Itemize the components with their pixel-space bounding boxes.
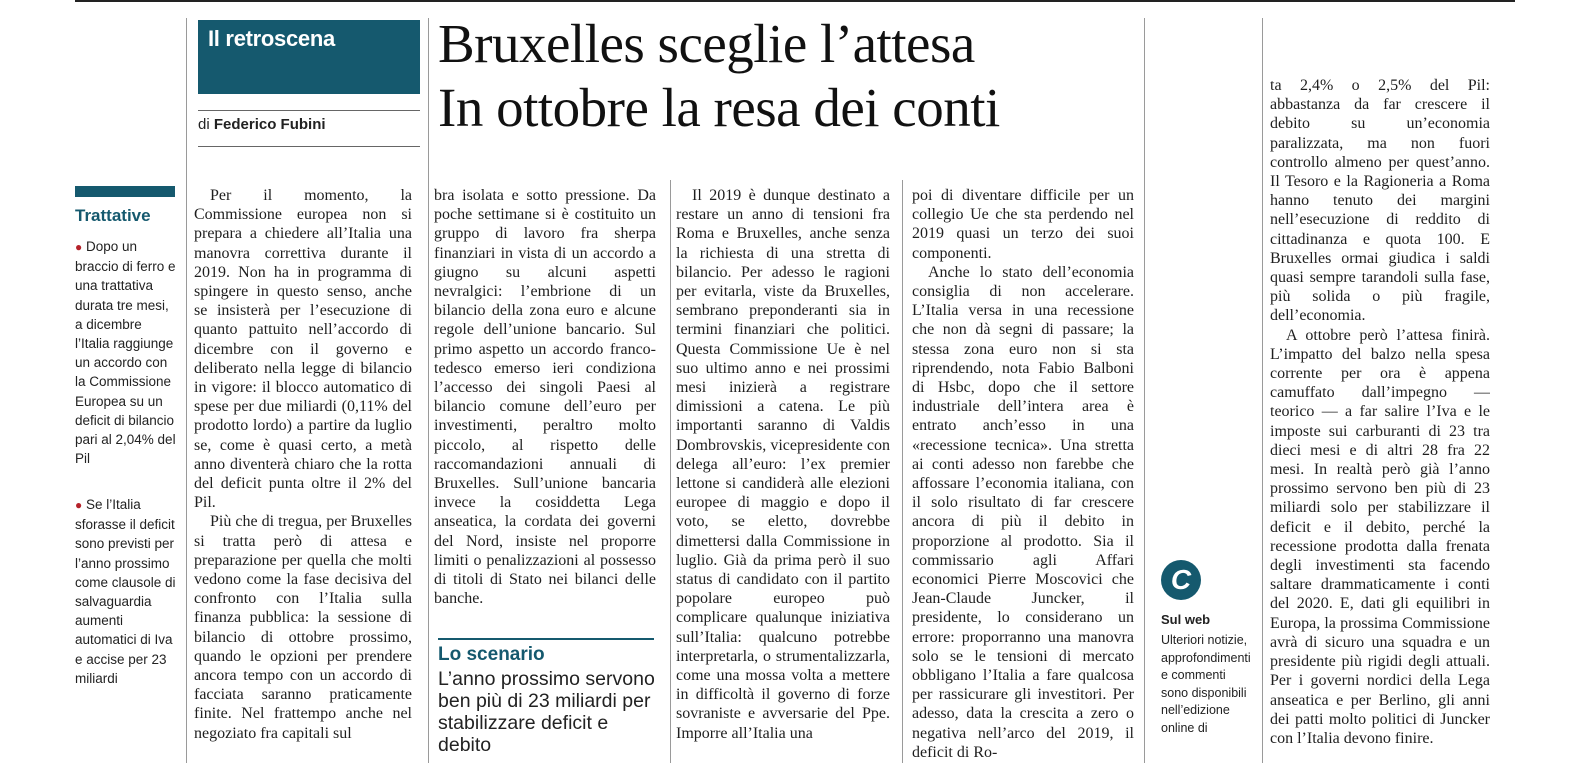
sidebar-bullet	[75, 237, 177, 468]
sidebar-bullet-text: Dopo un braccio di ferro e una trattativa durata tre mesi, a dicembre l’Italia raggiunge un accordo con la Commissione Europea su un deficit di bilancio pari al 2,04% del Pil	[75, 239, 176, 467]
byline-rule-bottom	[198, 146, 420, 147]
paragraph: poi di diventare difficile per un collegio Ue che sta perdendo nel 2019 quasi un terzo dei suoi componenti.	[912, 187, 1134, 262]
column-divider	[1262, 18, 1263, 763]
headline-line-2: In ottobre la resa dei conti	[438, 77, 1000, 138]
paragraph: Più che di tregua, per Bruxelles si tratta però di attesa e preparazione per quella che molti vedono come la fase decisiva del confronto con l’Italia sulla finanza pubblica: la sessione di bilancio di ottobre prossimo, quando le opzioni per prendere ancora tempo con un accordo di facciata saranno praticamente finite. Nel frattempo anche nel negoziato fra capitali sul	[194, 513, 412, 742]
byline-rule	[198, 110, 420, 111]
sidebar-title: Trattative	[75, 206, 151, 225]
paragraph: Anche lo stato dell’economia consiglia di non accelerare. L’Italia versa in una recessione che non dà segni di passare; la stessa zona euro non si sta riprendendo, nota Fabio Balboni di Hsbc, dopo che il settore industriale dell’intera area è entrato anch’esso in una «recessione tecnica». Una stretta ai conti adesso non farebbe che affossare l’economia italiana, con il solo risultato di far crescere ancora di più il debito in proporzione al prodotto. Sia il commissario agli Affari economici Pierre Moscovici che Jean-Claude Juncker, il presidente, lo considerano un errore: proporranno una manovra solo se le tensioni di mercato obbligano l’Italia a fare qualcosa per rassicurare gli investitori. Per adesso, data la crescita a zero o negativa nell’arco del 2019, il deficit di Ro-	[912, 263, 1134, 761]
article-column-4	[912, 186, 1134, 763]
byline	[198, 116, 326, 133]
logo-letter: C	[1170, 564, 1192, 595]
article-column-3	[676, 186, 890, 763]
paragraph: bra isolata e sotto pressione. Da poche settimane si è costituito un gruppo di lavoro fra sherpa finanziari in vista di un accordo a giugno su alcuni aspetti nevralgici: l’embrione di un bilancio della zona euro e alcune regole dell’unione bancario. Sul primo aspetto un accordo franco-tedesco emerso ieri condiziona l’accesso dei singoli Paesi al bilancio comune dell’euro per investimenti, peraltro molto piccolo, al rispetto delle raccomandazioni annuali di Bruxelles. Sull’unione bancaria invece la cosiddetta Lega anseatica, la cordata dei governi del Nord, insiste nel proporre limiti o penalizzazioni al possesso di titoli di Stato nei bilanci delle banche.	[434, 187, 656, 608]
column-divider	[428, 18, 429, 763]
sidebar-bullet	[75, 495, 177, 688]
paragraph: ta 2,4% o 2,5% del Pil: abbastanza da far crescere il debito su un’economia paralizzata, ma non fuori controllo almeno per quest’anno. Il Tesoro e la Ragioneria a Roma hanno tenuto dei margini nell’esecuzione di reddito di cittadinanza e quota 100. E Bruxelles ormai giudica i saldi quasi sempre tarandoli sulla fase, più solida o più fragile, dell’economia.	[1270, 77, 1490, 325]
headline-line-1: Bruxelles sceglie l’attesa	[438, 13, 975, 74]
bullet-dot-icon: ●	[75, 498, 83, 512]
column-divider	[1144, 18, 1145, 763]
headline	[438, 12, 1138, 140]
paragraph: Il 2019 è dunque destinato a restare un anno di tensioni fra Roma e Bruxelles, anche senza la richiesta di una stretta di bilancio. Per adesso le ragioni per evitarla, viste da Bruxelles, sembrano preponderanti sia in termini finanziari che politici. Questa Commissione Ue è nel suo ultimo anno e nei prossimi mesi inizierà a registrare dimissioni a catena. Le più importanti saranno di Valdis Dombrovskis, vicepresidente con delega all’euro: l’ex premier lettone si candiderà alle elezioni europee di maggio e dopo il voto, se eletto, dovrebbe dimettersi dalla Commissione in luglio. Già da prima però il suo status di candidato con il partito popolare europeo può complicare qualunque iniziativa sull’Italia: qualcuno potrebbe interpretarla, o strumentalizzarla, come una mossa volta a mettere in difficoltà il governo di forze sovraniste e avversarie del Ppe. Imporre all’Italia una	[676, 187, 890, 742]
byline-prefix: di	[198, 116, 210, 133]
scenario-rule	[438, 638, 654, 640]
kicker-label: Il retroscena	[208, 26, 335, 51]
column-divider	[186, 18, 187, 763]
bullet-dot-icon: ●	[75, 240, 83, 254]
column-divider	[902, 180, 903, 763]
scenario-text: L’anno prossimo servono ben più di 23 miliardi per stabilizzare deficit e debito	[438, 668, 655, 756]
article-column-5	[1270, 76, 1490, 763]
article-column-2	[434, 186, 656, 608]
scenario-title: Lo scenario	[438, 644, 545, 665]
article-column-1	[194, 186, 412, 763]
web-text: Ulteriori notizie, approfondimenti e commenti sono disponibili nell’edizione online di	[1161, 633, 1251, 735]
kicker-box	[198, 20, 420, 94]
top-rule	[75, 0, 1515, 2]
sidebar-accent-bar	[75, 186, 175, 197]
byline-author[interactable]: Federico Fubini	[213, 116, 326, 133]
column-divider	[670, 180, 671, 763]
paragraph: A ottobre però l’attesa finirà. L’impatto del balzo nella spesa corrente per ora è appena camuffato dall’impegno — teorico — a far salire l’Iva e le imposte sui carburanti di 23 tra dieci mesi e di altri 28 fra 22 mesi. In realtà però già l’anno prossimo servono ben più di 23 miliardi solo per stabilizzare il deficit e il debito, perché la recessione prodotta dalla frenata degli investimenti sta facendo saltare drammaticamente i conti del 2020. E, dati gli equilibri in Europa, la prossima Commissione avrà di sicuro una squadra e un presidente più rigidi degli attuali. Per i governi nordici della Lega anseatica e per Berlino, gli anni dei patti molto politici di Juncker con l’Italia devono finire.	[1270, 326, 1490, 747]
web-title: Sul web	[1161, 612, 1211, 627]
sidebar-bullet-text: Se l’Italia sforasse il deficit sono previsti per l’anno prossimo come clausole di salvaguardia aumenti automatici di Iva e accise per 23 miliardi	[75, 497, 176, 686]
paragraph: Per il momento, la Commissione europea non si prepara a chiedere all’Italia una manovra correttiva durante il 2019. Non ha in programma di spingere in questo senso, anche se insisterà per l’esecuzione di quanto pattuito nell’accordo di dicembre con il governo e deliberato nella legge di bilancio in vigore: il blocco automatico di spese per due miliardi (0,11% del prodotto lordo) a partire da luglio se, come è quasi certo, a metà anno diventerà chiaro che la rotta del deficit punta oltre il 2% del Pil.	[194, 187, 412, 512]
corriere-logo-icon[interactable]	[1161, 560, 1201, 600]
